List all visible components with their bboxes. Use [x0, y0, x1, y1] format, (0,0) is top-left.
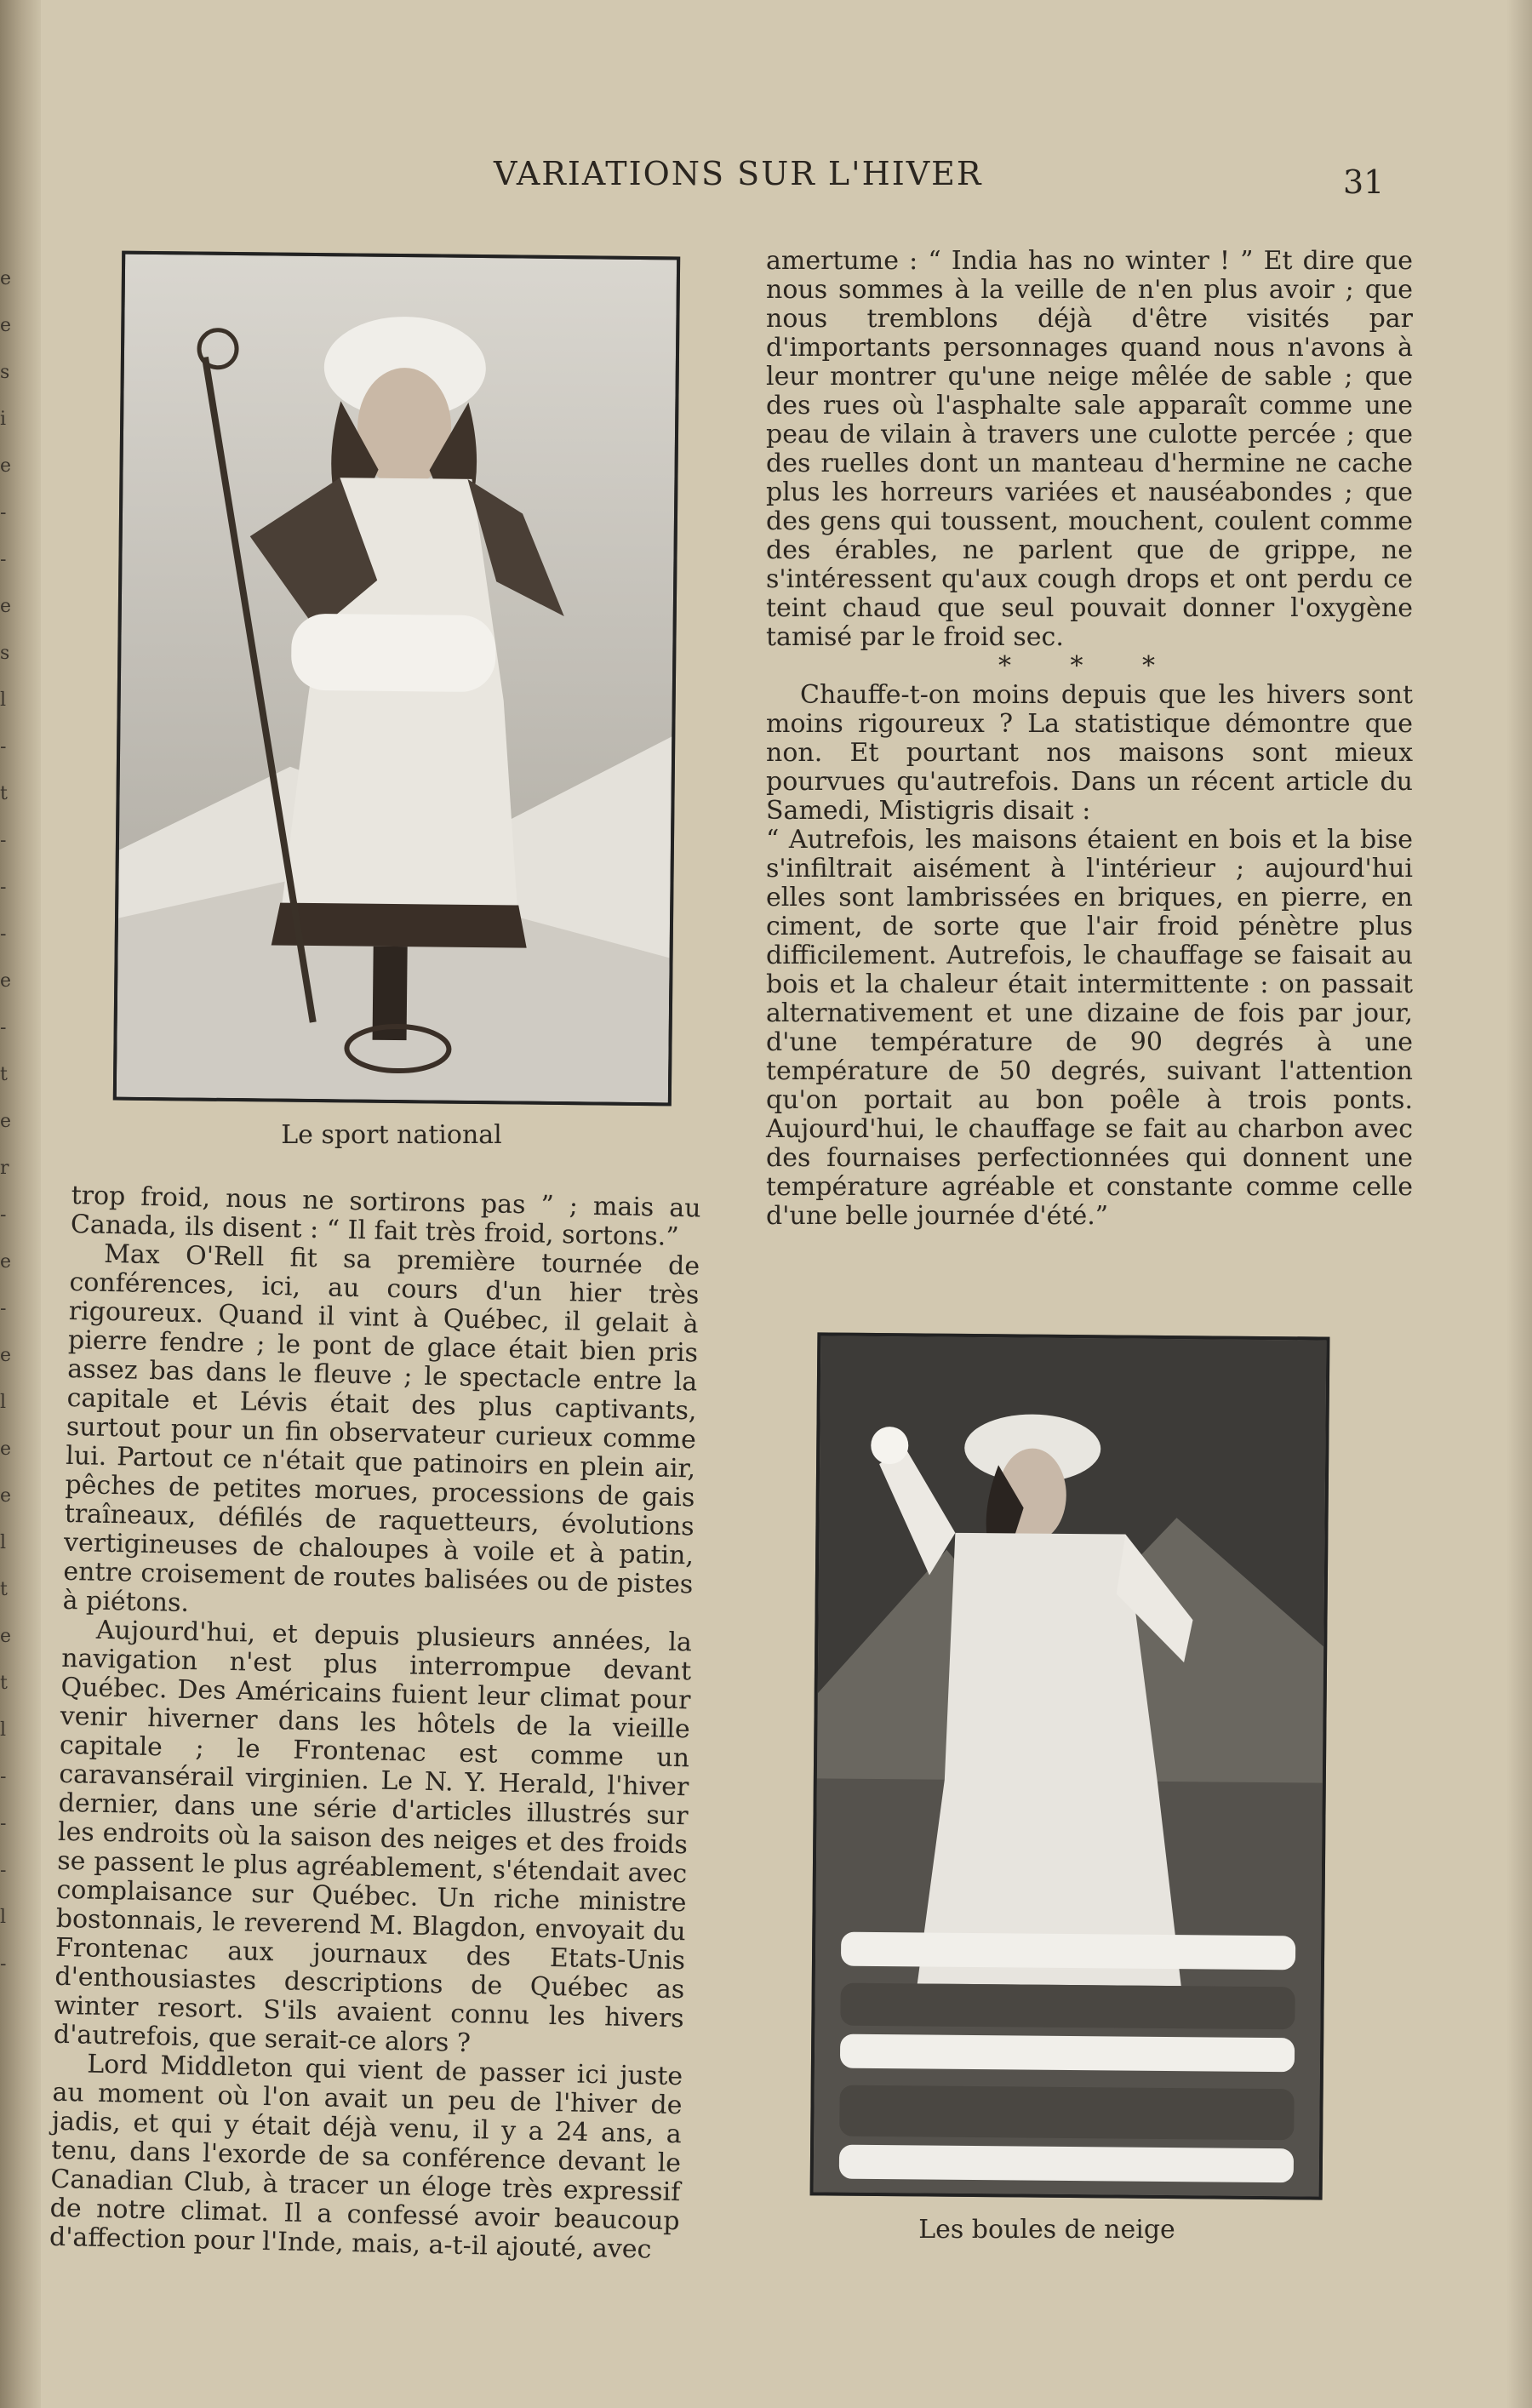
gutter-letter: e: [0, 970, 12, 992]
gutter-letter: e: [0, 1626, 12, 1647]
gutter-letter: e: [0, 1345, 12, 1366]
gutter-letter: e: [0, 1485, 12, 1507]
skier-illustration: [117, 255, 677, 1103]
gutter-letter: -: [0, 1017, 7, 1038]
gutter-letter: -: [0, 830, 7, 851]
gutter-letter: e: [0, 1251, 12, 1273]
gutter-letter: l: [0, 1392, 7, 1413]
paragraph-chauffe: Chauffe-t-on moins depuis que les hivers sont moins rigoureux ? La statistique démontre que non. Et pourtant nos maisons sont mieux pourvues qu'autrefois. Dans un récent article du Samedi, Mistigris disait :: [766, 680, 1413, 826]
page-gutter: [0, 0, 41, 2408]
page-number: 31: [1343, 163, 1385, 201]
gutter-letter: l: [0, 1532, 7, 1553]
gutter-letter: -: [0, 549, 7, 570]
gutter-letter: e: [0, 596, 12, 617]
gutter-letter: t: [0, 1064, 8, 1085]
gutter-letter: t: [0, 1673, 8, 1694]
gutter-letter: e: [0, 1111, 12, 1132]
gutter-letter: t: [0, 1579, 8, 1600]
gutter-letter: -: [0, 1766, 7, 1787]
gutter-letter: l: [0, 1719, 7, 1741]
left-column-bottom: [49, 1181, 701, 2265]
figure-snowball-photo: [810, 1332, 1330, 2199]
paragraph-lord-middleton: Lord Middleton qui vient de passer ici juste au moment où l'on avait un peu de l'hiver de jadis, et qui y était déjà venu, il y a 24 ans, a tenu, dans l'exorde de sa conférence devant le Canadian Club, à tracer un éloge très expressif de notre climat. Il a confessé avoir beaucoup d'affection pour l'Inde, mais, a-t-il ajouté, avec: [49, 2049, 683, 2265]
figure-caption-boules-de-neige: Les boules de neige: [918, 2215, 1175, 2245]
page-edge-shade: [1506, 0, 1532, 2408]
gutter-letter: l: [0, 1907, 7, 1928]
gutter-letter: e: [0, 455, 12, 477]
section-separator: * * *: [998, 651, 1181, 681]
gutter-letter: e: [0, 1439, 12, 1460]
gutter-letter: -: [0, 736, 7, 758]
paragraph-aujourdhui: Aujourd'hui, et depuis plusieurs années, la navigation n'est plus interrompue devant Québec. Des Américains fuient leur climat pour venir hiverner dans les hôtels de la vieille capitale ; le Frontenac est comme un caravansérail virginien. Le N. Y. Herald, l'hiver dernier, dans une série d'articles illustrés sur les endroits où la saison des neiges et des froids se passent le plus agréablement, s'étendait avec complaisance sur Québec. Un riche ministre bostonnais, le reverend M. Blagdon, envoyait du Frontenac aux journaux des Etats-Unis d'enthousiastes descriptions de Québec as winter resort. S'ils avaient connu les hivers d'autrefois, que serait-ce alors ?: [53, 1615, 693, 2059]
gutter-letter: e: [0, 268, 12, 289]
figure-skier-photo: [113, 251, 680, 1107]
running-title: VARIATIONS SUR L'HIVER: [494, 155, 983, 192]
paragraph-trop-froid: trop froid, nous ne sortirons pas ” ; mais au Canada, ils disent : “ Il fait très froid, sortons.”: [70, 1181, 701, 1252]
right-column-top: [766, 247, 1413, 1231]
gutter-letter: -: [0, 1860, 7, 1881]
paragraph-quote-autrefois: “ Autrefois, les maisons étaient en bois et la bise s'infiltrait aisément à l'intérieur ; aujourd'hui elles sont lambrissées en briques, en pierre, en ciment, de sorte que l'air froid pénètre plus difficilement. Autrefois, le chauffage se faisait au bois et la chaleur était intermittente : on passait alternativement et une dizaine de fois par jour, d'une température de 90 degrés à une température de 50 degrés, suivant l'attention qu'on portait au bon poêle à trois ponts. Aujourd'hui, le chauffage se fait au charbon avec des fournaises perfectionnées qui donnent une température agréable et constante comme celle d'une belle journée d'été.”: [766, 825, 1413, 1231]
gutter-letter: s: [0, 362, 10, 383]
gutter-letter: -: [0, 1298, 7, 1319]
gutter-letter: -: [0, 1953, 7, 1975]
gutter-letter: -: [0, 1813, 7, 1834]
gutter-letter: s: [0, 643, 10, 664]
gutter-letter: r: [0, 1158, 9, 1179]
gutter-letter: t: [0, 783, 8, 804]
gutter-letter: -: [0, 1204, 7, 1226]
gutter-letter: -: [0, 877, 7, 898]
gutter-letter: i: [0, 409, 7, 430]
gutter-letters: [0, 255, 12, 1988]
gutter-letter: e: [0, 315, 12, 336]
figure-caption-sport-national: Le sport national: [281, 1120, 502, 1150]
paragraph-amertume: amertume : “ India has no winter ! ” Et dire que nous sommes à la veille de n'en plus avoir ; que nous tremblons déjà d'être visités par d'importants personnages quand nous n'avons à leur montrer qu'une neige mêlée de sable ; que des rues où l'asphalte sale apparaît comme une peau de vilain à travers une culotte percée ; que des ruelles dont un manteau d'hermine ne cache plus les horreurs variées et nauséabondes ; que des gens qui toussent, mouchent, coulent comme des érables, ne parlent que de grippe, ne s'intéressent qu'aux cough drops et ont perdu ce teint chaud que seul pouvait donner l'oxygène tamisé par le froid sec.: [766, 246, 1413, 652]
paragraph-max-orell: Max O'Rell fit sa première tournée de conférences, ici, au cours d'un hier très rigoureux. Quand il vint à Québec, il gelait à pierre fendre ; le pont de glace était bien pris assez bas dans le fleuve ; le spectacle entre la capitale et Lévis était des plus captivants, surtout pour un fin observateur curieux comme lui. Partout ce n'était que patinoirs en plein air, pêches de petites morues, processions de gais traîneaux, défilés de raquetteurs, évolutions vertigineuses de chaloupes à voile et à patin, entre croisement de routes balisées ou de pistes à piétons.: [62, 1238, 700, 1618]
gutter-letter: l: [0, 689, 7, 711]
snowball-illustration: [814, 1336, 1327, 2196]
gutter-letter: -: [0, 924, 7, 945]
gutter-letter: -: [0, 502, 7, 523]
